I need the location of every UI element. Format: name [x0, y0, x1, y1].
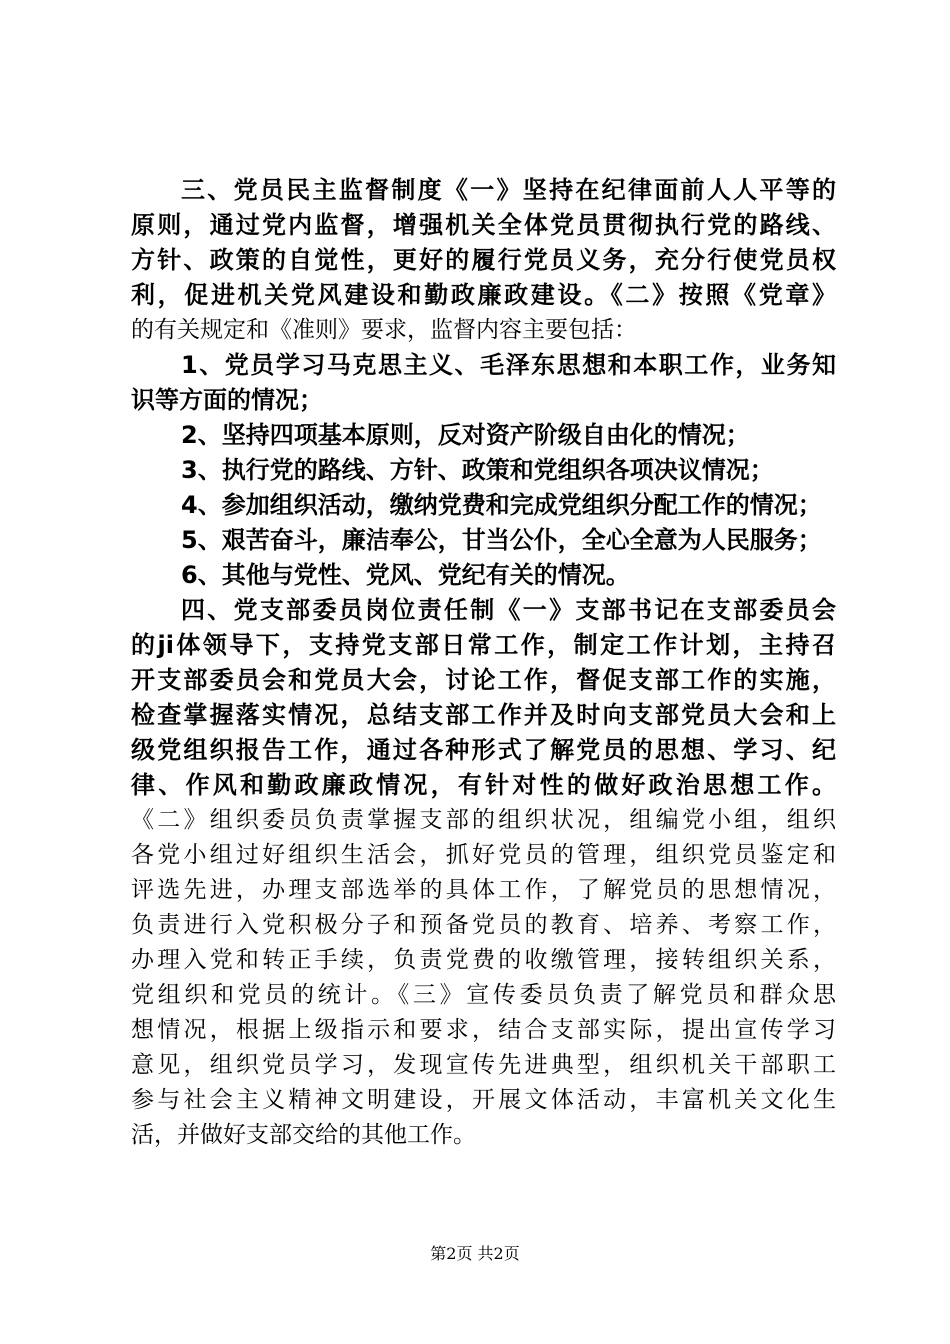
paragraph-line: 三、党员民主监督制度《一》坚持在纪律面前人人平等的	[181, 176, 836, 204]
paragraph-line: 负责进行入党积极分子和预备党员的教育、培养、考察工作，	[131, 912, 836, 938]
paragraph-line: 评选先进，办理支部选举的具体工作，了解党员的思想情况，	[131, 877, 836, 903]
paragraph-line: 检查掌握落实情况，总结支部工作并及时向支部党员大会和上	[131, 701, 836, 729]
paragraph-line: 3、执行党的路线、方针、政策和党组织各项决议情况；	[181, 456, 774, 484]
document-body	[131, 173, 836, 1153]
paragraph-line: 意见，组织党员学习，发现宣传先进典型，组织机关干部职工	[131, 1052, 836, 1078]
paragraph-line: 6、其他与党性、党风、党纪有关的情况。	[181, 561, 630, 589]
paragraph-line: 《二》组织委员负责掌握支部的组织状况，组编党小组，组织	[131, 807, 836, 833]
paragraph-line: 方针、政策的自觉性，更好的履行党员义务，充分行使党员权	[131, 246, 836, 274]
paragraph-line: 2、坚持四项基本原则，反对资产阶级自由化的情况；	[181, 421, 750, 449]
paragraph-line: 想情况，根据上级指示和要求，结合支部实际，提出宣传学习	[131, 1017, 836, 1043]
paragraph-line: 识等方面的情况；	[131, 386, 323, 414]
paragraph-line: 活，并做好支部交给的其他工作。	[131, 1122, 476, 1148]
paragraph-line: 1、党员学习马克思主义、毛泽东思想和本职工作，业务知	[181, 351, 836, 379]
paragraph-line: 5、艰苦奋斗，廉洁奉公，甘当公仆，全心全意为人民服务；	[181, 526, 822, 554]
paragraph-line: 办理入党和转正手续，负责党费的收缴管理，接转组织关系，	[131, 947, 836, 973]
paragraph-line: 级党组织报告工作，通过各种形式了解党员的思想、学习、纪	[131, 736, 836, 764]
page-footer: 第2页 共2页	[430, 1244, 520, 1263]
paragraph-line: 4、参加组织活动，缴纳党费和完成党组织分配工作的情况；	[181, 491, 822, 519]
paragraph-line: 原则，通过党内监督，增强机关全体党员贯彻执行党的路线、	[131, 211, 836, 239]
paragraph-line: 参与社会主义精神文明建设，开展文体活动，丰富机关文化生	[131, 1087, 836, 1113]
paragraph-line: 的ji体领导下，支持党支部日常工作，制定工作计划，主持召	[131, 631, 836, 659]
paragraph-line: 利，促进机关党风建设和勤政廉政建设。《二》按照《党章》	[131, 281, 836, 309]
paragraph-line: 律、作风和勤政廉政情况，有针对性的做好政治思想工作。	[131, 771, 836, 799]
paragraph-line: 党组织和党员的统计。《三》宣传委员负责了解党员和群众思	[131, 982, 836, 1008]
paragraph-line: 的有关规定和《准则》要求，监督内容主要包括：	[131, 317, 637, 343]
paragraph-line: 四、党支部委员岗位责任制《一》支部书记在支部委员会	[181, 596, 836, 624]
paragraph-line: 开支部委员会和党员大会，讨论工作，督促支部工作的实施，	[131, 666, 836, 694]
paragraph-line: 各党小组过好组织生活会，抓好党员的管理，组织党员鉴定和	[131, 842, 836, 868]
